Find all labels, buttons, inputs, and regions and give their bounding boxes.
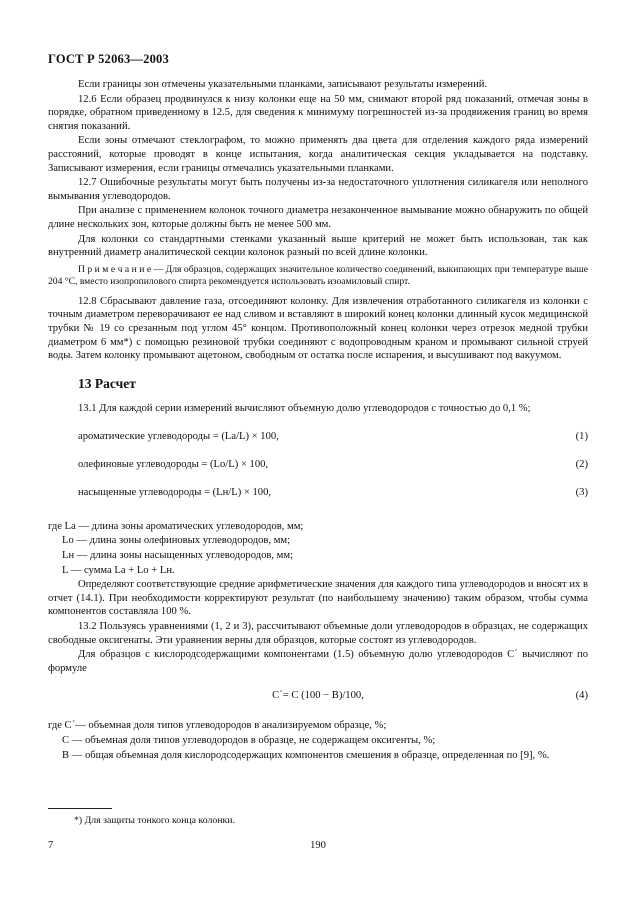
paragraph: Для образцов с кислородсодержащими компонентами (1.5) объемную долю углеводородов C´ вычисляют по формуле (48, 649, 588, 674)
paragraph: Определяют соответствующие средние арифметические значения для каждого типа углеводородов и вносят их в отчет (14.1). При необходимости корректируют результат (по наибольшему значению) таким образом, чтобы сумма компонентов составляла 100 %. (48, 579, 588, 618)
formula-text: насыщенные углеводороды = (Lн/L) × 100, (78, 486, 272, 498)
formula-number: (4) (575, 690, 588, 702)
formula-text: ароматические углеводороды = (Lа/L) × 100, (78, 430, 279, 442)
formula-1 (48, 430, 588, 444)
definition: где C´— объемная доля типов углеводородов в анализируемом образце, %; (48, 720, 387, 732)
document-header: ГОСТ Р 52063—2003 (48, 52, 169, 66)
formula-text: C´= C (100 − B)/100, (272, 690, 364, 702)
page-number-left: 7 (48, 840, 54, 851)
paragraph: Если зоны отмечают стеклографом, то можно применять два цвета для отделения каждого ряда измерений расстояний, которые проводят в конце испытания, когда аналитическая секция укладывается на подставку. Записывают измерения, если границы отмечались указательными планками. (48, 135, 588, 174)
definition: Lн — длина зоны насыщенных углеводородов, мм; (62, 550, 294, 562)
definition: B — общая объемная доля кислородсодержащих компонентов смешения в образце, определенная по [9], %. (62, 749, 550, 761)
formula-4 (48, 689, 588, 703)
paragraph: При анализе с применением колонок точного диаметра незаконченное вымывание можно обнаружить по общей длине нескольких зон, которые должны быть не менее 500 мм. (48, 205, 588, 230)
footnote: *) Для защиты тонкого конца колонки. (74, 815, 235, 826)
paragraph-12-7: 12.7 Ошибочные результаты могут быть получены из-за недостаточного уплотнения силикагеля или неполного вымывания углеводородов. (48, 177, 588, 202)
definition: L — сумма Lа + Lо + Lн. (62, 564, 175, 576)
paragraph-12-6: 12.6 Если образец продвинулся к низу колонки еще на 50 мм, снимают второй ряд показаний, отмечая зоны в порядке, обратном приведенному в 12.5, для сведения к минимуму погрешностей из-за продвижения границ во время снятия показаний. (48, 93, 588, 132)
definition: Lо — длина зоны олефиновых углеводородов, мм; (62, 535, 291, 547)
formula-2 (48, 458, 588, 472)
page-body (48, 78, 588, 763)
section-heading: 13 Расчет (78, 375, 136, 391)
paragraph-13-2: 13.2 Пользуясь уравнениями (1, 2 и 3), рассчитывают объемные доли углеводородов в образцах, не содержащих свободные оксигенаты. Эти уравнения верны для образцов, которые состоят из углеводородов. (48, 621, 588, 646)
formula-text: олефиновые углеводороды = (Lо/L) × 100, (78, 458, 269, 470)
paragraph: Для колонки со стандартными стенками указанный выше критерий не может быть использован, так как внутренний диаметр аналитической секции колонок разный по всей длине колонки. (48, 233, 588, 259)
definition: C — объемная доля типов углеводородов в образце, не содержащем оксигенты, %; (62, 735, 436, 746)
formula-number: (1) (575, 430, 588, 442)
paragraph-13-1: 13.1 Для каждой серии измерений вычисляют объемную долю углеводородов с точностью до 0,1 %; (78, 403, 531, 415)
paragraph-12-8: 12.8 Сбрасывают давление газа, отсоединяют колонку. Для извлечения отработанного силикагеля из колонки с точным диаметром переворачивают ее над сливом и вставляют в широкий конец колонки длинный кусок медицинской трубки № 19 со срезанным под углом 45° концом. Противоположный конец колонки через отрезок медной трубки диаметром 6 мм*) с помощью резиновой трубки соединяют с водопроводным краном и промывают сильной струей воды. Затем колонку промывают ацетоном, свободным от остатка после испарения, и высушивают под вакуумом. (48, 295, 588, 362)
footnote-divider (48, 808, 112, 809)
definition: где Lа — длина зоны ароматических углеводородов, мм; (48, 520, 304, 532)
formula-3 (48, 486, 588, 500)
note: П р и м е ч а н и е — Для образцов, содержащих значительное количество соединений, выкипающих при температуре выше 204 °С, вместо изопропилового спирта рекомендуется использовать изоамиловый спирт. (48, 263, 588, 288)
page-number-center: 190 (310, 840, 326, 851)
formula-number: (3) (575, 486, 588, 498)
paragraph: Если границы зон отмечены указательными планками, записывают результаты измерений. (78, 79, 488, 90)
formula-number: (2) (575, 458, 588, 470)
